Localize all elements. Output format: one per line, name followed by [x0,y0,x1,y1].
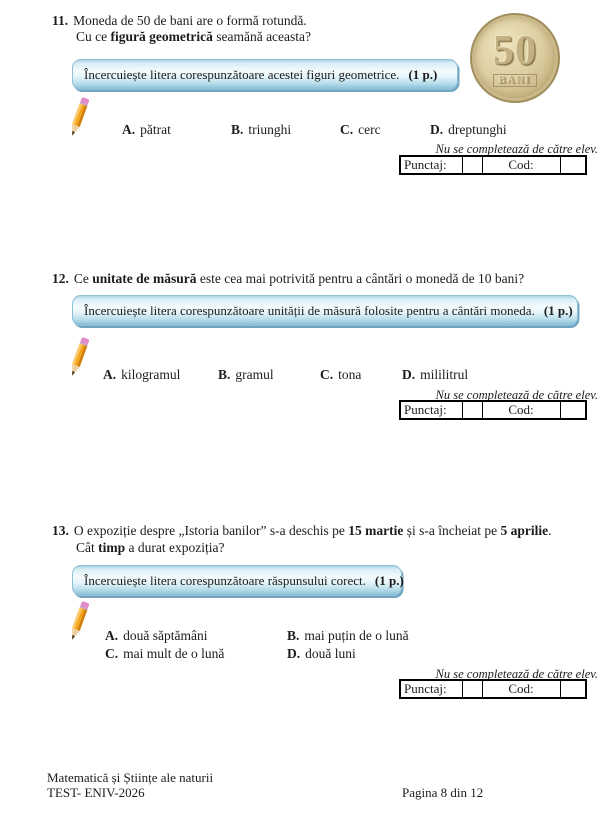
option-c: C. tona [320,367,362,382]
option-d: D. dreptunghi [430,122,507,137]
question-12-text-line1: 12. Ce unitate de măsură este cea mai potrivită pentru a cântări o monedă de 10 bani? [52,271,525,286]
question-12-number: 12. [52,271,69,286]
teacher-note: Nu se completează de către elev. [435,388,598,402]
teacher-note: Nu se completează de către elev. [435,142,598,156]
cod-label-cell: Cod: [482,680,560,698]
instruction-banner-q12 [72,295,578,326]
instruction-banner-q11 [72,59,458,90]
option-c: C. cerc [340,122,381,137]
footer-page-number: Pagina 8 din 12 [402,785,484,800]
question-13-text-line1: 13. O expoziție despre „Istoria banilor” s-a deschis pe 15 martie și s-a încheiat pe 5 aprilie. [52,523,552,538]
cod-value-cell [560,680,586,698]
points-label: (1 p.) [374,572,404,588]
option-b: B. mai puțin de o lună [287,628,409,643]
punctaj-value-cell [462,401,482,419]
teacher-note: Nu se completează de către elev. [435,667,598,681]
question-11-text-line1: 11. Moneda de 50 de bani are o formă rotundă. [52,13,307,28]
banner-text: Încercuiește litera corespunzătoare răspunsului corect. [84,572,366,588]
banner-text: Încercuiește litera corespunzătoare unității de măsură folosite pentru a cântări moneda. [84,302,535,318]
footer-subject: Matematică și Științe ale naturii [47,770,214,785]
option-a: A. pătrat [122,122,171,137]
punctaj-label-cell: Punctaj: [400,156,462,174]
cod-value-cell [560,156,586,174]
question-13-text-line2: Cât timp a durat expoziția? [76,540,225,555]
option-a: A. kilogramul [103,367,181,382]
footer-test-id: TEST- ENIV-2026 [47,785,145,800]
pencil-icon [66,96,92,138]
punctaj-value-cell [462,680,482,698]
coin-image [470,13,560,103]
option-c: C. mai mult de o lună [105,646,225,661]
pencil-icon [66,600,92,642]
question-11-text-line2: Cu ce figură geometrică seamănă aceasta? [76,29,312,44]
cod-label-cell: Cod: [482,156,560,174]
pencil-icon [66,336,92,378]
punctaj-label-cell: Punctaj: [400,680,462,698]
cod-value-cell [560,401,586,419]
score-table [399,679,587,699]
instruction-banner-q13 [72,565,402,596]
punctaj-value-cell [462,156,482,174]
banner-text: Încercuiește litera corespunzătoare acestei figuri geometrice. [84,66,400,82]
coin-value: 50 [493,27,537,74]
option-b: B. gramul [218,367,274,382]
cod-label-cell: Cod: [482,401,560,419]
points-label: (1 p.) [543,302,573,318]
option-a: A. două săptămâni [105,628,208,643]
question-11-number: 11. [52,13,69,28]
score-table [399,400,587,420]
coin-unit-label: BANI [493,74,537,87]
punctaj-label-cell: Punctaj: [400,401,462,419]
option-d: D. mililitrul [402,367,469,382]
option-d: D. două luni [287,646,356,661]
points-label: (1 p.) [408,66,438,82]
option-b: B. triunghi [231,122,292,137]
question-13-number: 13. [52,523,69,538]
score-table [399,155,587,175]
